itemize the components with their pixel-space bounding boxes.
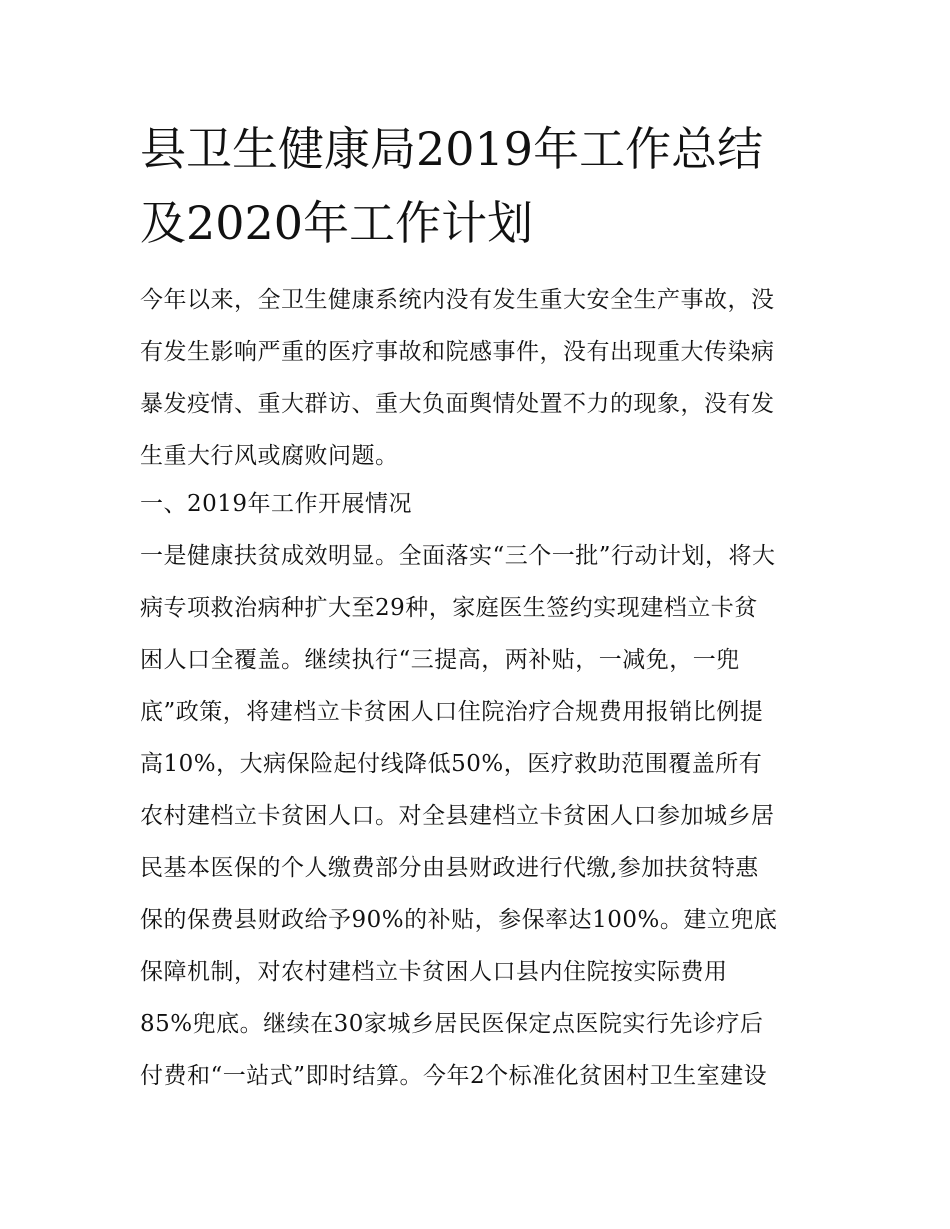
paragraph-line: 病专项救治病种扩大至29种，家庭医生签约实现建档立卡贫 xyxy=(140,595,758,621)
intro-paragraph xyxy=(140,274,820,482)
paragraph-line: 生重大行风或腐败问题。 xyxy=(140,443,399,469)
paragraph-line: 农村建档立卡贫困人口。对全县建档立卡贫困人口参加城乡居 xyxy=(140,803,775,829)
title-line: 及2020年工作计划 xyxy=(140,196,534,250)
section-heading: 一、2019年工作开展情况 xyxy=(140,491,413,517)
title-line: 县卫生健康局2019年工作总结 xyxy=(140,122,764,176)
document-title xyxy=(140,112,820,260)
paragraph-line: 困人口全覆盖。继续执行“三提高，两补贴，一减免，一兜 xyxy=(140,647,740,673)
paragraph-line: 85%兜底。继续在30家城乡居民医保定点医院实行先诊疗后 xyxy=(140,1011,764,1037)
paragraph-line: 民基本医保的个人缴费部分由县财政进行代缴,参加扶贫特惠 xyxy=(140,855,759,881)
paragraph-line: 保的保费县财政给予90%的补贴，参保率达100%。建立兜底 xyxy=(140,907,778,933)
paragraph-line: 有发生影响严重的医疗事故和院感事件，没有出现重大传染病 xyxy=(140,339,775,365)
paragraph-line: 高10%，大病保险起付线降低50%，医疗救助范围覆盖所有 xyxy=(140,751,763,777)
paragraph-line: 付费和“一站式”即时结算。今年2个标准化贫困村卫生室建设 xyxy=(140,1063,768,1089)
paragraph-line: 保障机制，对农村建档立卡贫困人口县内住院按实际费用 xyxy=(140,959,728,985)
paragraph-line: 一是健康扶贫成效明显。全面落实“三个一批”行动计划，将大 xyxy=(140,543,776,569)
work-paragraph xyxy=(140,530,820,1102)
paragraph-line: 暴发疫情、重大群访、重大负面舆情处置不力的现象，没有发 xyxy=(140,391,775,417)
paragraph-line: 底”政策，将建档立卡贫困人口住院治疗合规费用报销比例提 xyxy=(140,699,764,725)
paragraph-line: 今年以来，全卫生健康系统内没有发生重大安全生产事故，没 xyxy=(140,287,775,313)
